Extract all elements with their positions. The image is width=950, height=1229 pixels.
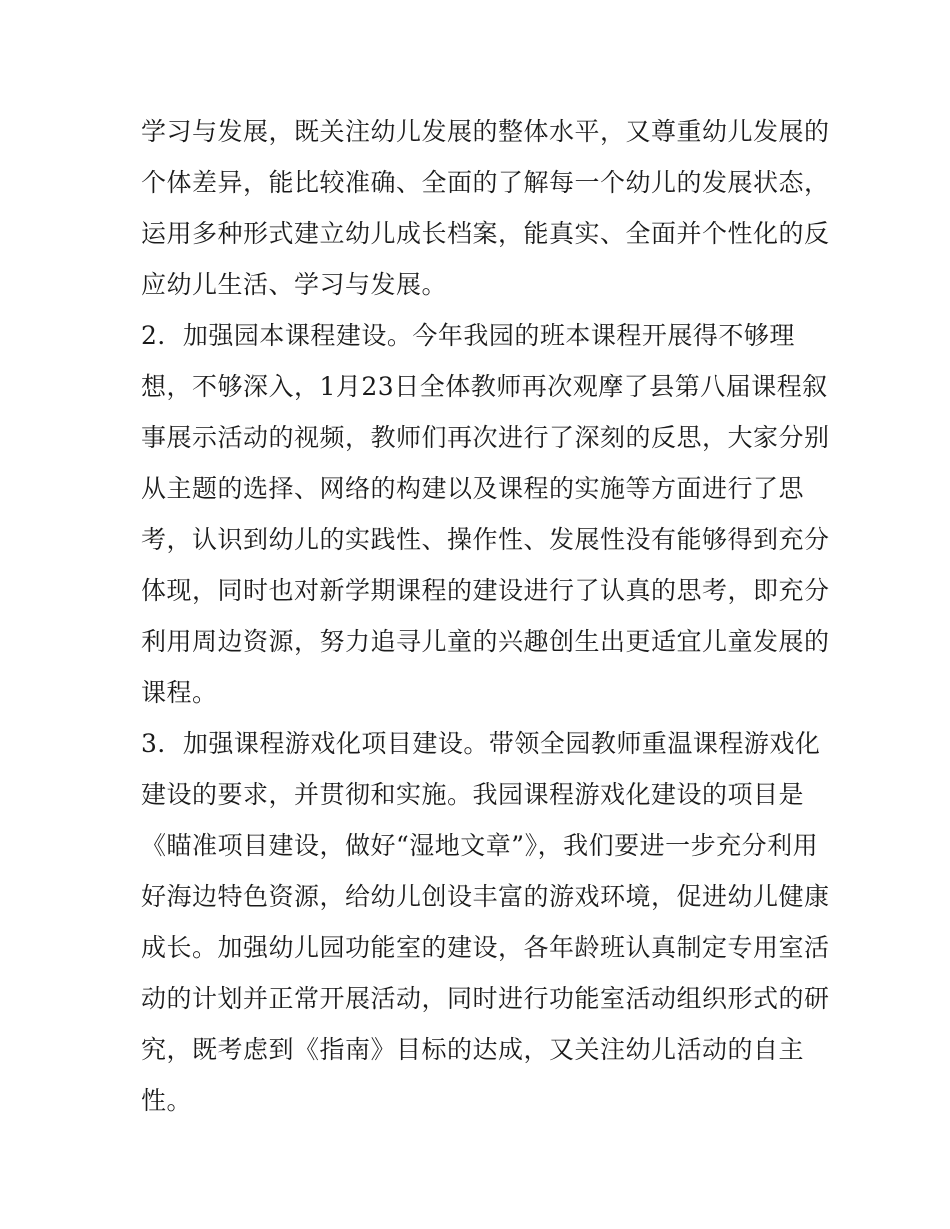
text-line: 究，既考虑到《指南》目标的达成，又关注幼儿活动的自主 (141, 1035, 805, 1064)
text-line: 2．加强园本课程建设。今年我园的班本课程开展得不够理 (141, 321, 795, 350)
text-line: 《瞄准项目建设，做好“湿地文章”》，我们要进一步充分利用 (141, 831, 819, 860)
text-line: 课程。 (141, 678, 218, 707)
body-text (141, 106, 830, 1126)
text-line: 3．加强课程游戏化项目建设。带领全园教师重温课程游戏化 (141, 729, 821, 758)
text-line: 建设的要求，并贯彻和实施。我园课程游戏化建设的项目是 (141, 780, 805, 809)
text-line: 成长。加强幼儿园功能室的建设，各年龄班认真制定专用室活 (141, 933, 830, 962)
text-line: 考，认识到幼儿的实践性、操作性、发展性没有能够得到充分 (141, 525, 830, 554)
text-line: 事展示活动的视频，教师们再次进行了深刻的反思，大家分别 (141, 423, 830, 452)
text-line: 利用周边资源，努力追寻儿童的兴趣创生出更适宜儿童发展的 (141, 627, 830, 656)
text-line: 好海边特色资源，给幼儿创设丰富的游戏环境，促进幼儿健康 (141, 882, 830, 911)
text-line: 性。 (141, 1086, 193, 1115)
text-line: 从主题的选择、网络的构建以及课程的实施等方面进行了思 (141, 474, 805, 503)
text-line: 学习与发展，既关注幼儿发展的整体水平，又尊重幼儿发展的 (141, 117, 830, 146)
text-line: 体现，同时也对新学期课程的建设进行了认真的思考，即充分 (141, 576, 830, 605)
text-line: 运用多种形式建立幼儿成长档案，能真实、全面并个性化的反 (141, 219, 830, 248)
text-line: 个体差异，能比较准确、全面的了解每一个幼儿的发展状态， (141, 168, 830, 197)
text-line: 动的计划并正常开展活动，同时进行功能室活动组织形式的研 (141, 984, 830, 1013)
text-line: 想，不够深入，1月23日全体教师再次观摩了县第八届课程叙 (141, 372, 828, 401)
text-line: 应幼儿生活、学习与发展。 (141, 270, 448, 299)
